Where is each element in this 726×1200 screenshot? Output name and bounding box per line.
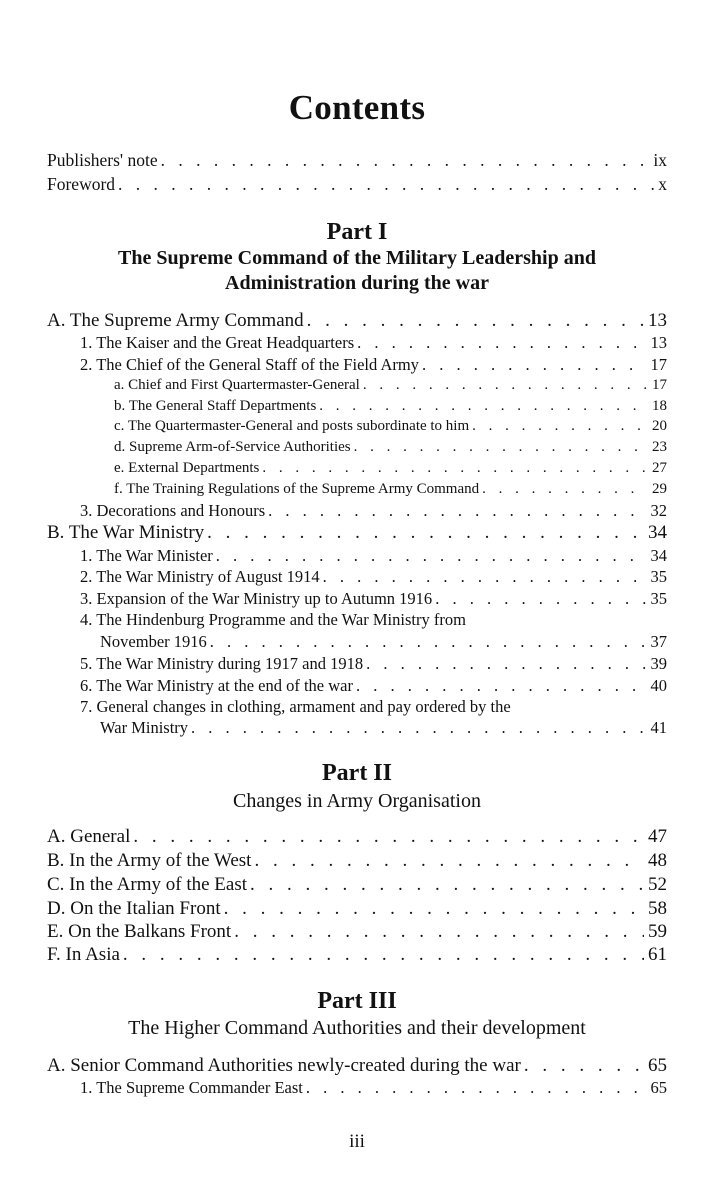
part-subtitle: The Higher Command Authorities and their development — [128, 1017, 586, 1039]
toc-entry[interactable] — [47, 310, 667, 332]
toc-entry[interactable] — [100, 632, 667, 652]
leader-dots — [191, 718, 646, 738]
toc-entry-page: 17 — [652, 377, 667, 393]
part-subtitle: The Supreme Command of the Military Leadership and — [118, 247, 596, 269]
toc-entry-page: 29 — [652, 481, 667, 497]
leader-dots — [250, 874, 644, 896]
leader-dots — [422, 355, 647, 375]
toc-entry-label: 2. The Chief of the General Staff of the Field Army — [80, 355, 419, 374]
toc-entry-page: 65 — [648, 1055, 667, 1076]
toc-entry-label: C. In the Army of the East — [47, 874, 247, 895]
toc-entry-label: B. In the Army of the West — [47, 850, 252, 871]
toc-entry[interactable] — [80, 333, 667, 353]
toc-entry-page: 13 — [650, 333, 667, 352]
toc-entry[interactable] — [114, 439, 667, 456]
toc-entry-page: 20 — [652, 418, 667, 434]
leader-dots — [354, 439, 648, 456]
leader-dots — [524, 1055, 644, 1077]
leader-dots — [356, 676, 647, 696]
toc-entry[interactable] — [47, 174, 667, 195]
toc-entry-page: 48 — [648, 850, 667, 871]
toc-entry-label: 1. The Supreme Commander East — [80, 1078, 303, 1097]
leader-dots — [357, 333, 646, 353]
toc-entry-label: 6. The War Ministry at the end of the war — [80, 676, 353, 695]
contents-page — [47, 0, 667, 1200]
leader-dots — [254, 850, 644, 872]
leader-dots — [210, 632, 647, 652]
toc-entry-label: E. On the Balkans Front — [47, 921, 232, 942]
page-title: Contents — [288, 88, 426, 127]
toc-entry-page: 34 — [648, 522, 667, 543]
toc-entry[interactable] — [80, 501, 667, 521]
leader-dots — [323, 567, 647, 587]
part-heading: Part II — [322, 760, 392, 786]
toc-entry[interactable] — [114, 460, 667, 477]
toc-entry[interactable] — [80, 654, 667, 674]
leader-dots — [366, 654, 646, 674]
toc-entry[interactable] — [114, 418, 667, 435]
toc-entry-page: 58 — [648, 898, 667, 919]
toc-entry-label: d. Supreme Arm-of-Service Authorities — [114, 439, 351, 455]
toc-entry-label[interactable]: 7. General changes in clothing, armament and pay ordered by the — [80, 697, 511, 716]
toc-entry-label: A. General — [47, 826, 131, 847]
toc-entry-label: A. The Supreme Army Command — [47, 310, 304, 331]
toc-entry[interactable] — [47, 898, 667, 920]
leader-dots — [262, 460, 648, 477]
toc-entry-page: 39 — [650, 654, 667, 673]
toc-entry[interactable] — [80, 676, 667, 696]
leader-dots — [319, 398, 648, 415]
toc-entry[interactable] — [47, 944, 667, 966]
toc-entry-label: 3. Decorations and Honours — [80, 501, 266, 520]
toc-entry-page: 65 — [650, 1078, 667, 1097]
toc-entry[interactable] — [80, 589, 667, 609]
leader-dots — [224, 898, 644, 920]
leader-dots — [307, 310, 644, 332]
part-heading: Part III — [317, 988, 397, 1014]
toc-entry-label: Publishers' note — [47, 150, 158, 170]
leader-dots — [306, 1078, 647, 1098]
toc-entry-label: B. The War Ministry — [47, 522, 205, 543]
toc-entry[interactable] — [47, 1055, 667, 1077]
toc-entry-label: a. Chief and First Quartermaster-General — [114, 377, 360, 393]
toc-entry-page: 35 — [650, 589, 667, 608]
toc-entry-page: 52 — [648, 874, 667, 895]
toc-entry-page: 40 — [650, 676, 667, 695]
leader-dots — [234, 921, 644, 943]
toc-entry-page: 47 — [648, 826, 667, 847]
toc-entry-page: 61 — [648, 944, 667, 965]
toc-entry[interactable] — [100, 718, 667, 738]
part-heading: Part I — [326, 219, 388, 245]
toc-entry-label: 1. The War Minister — [80, 546, 213, 565]
leader-dots — [133, 826, 644, 848]
toc-entry-label: e. External Departments — [114, 460, 260, 476]
toc-entry-page: 23 — [652, 439, 667, 455]
toc-entry-page: 27 — [652, 460, 667, 476]
toc-entry[interactable] — [47, 522, 667, 544]
leader-dots — [482, 481, 648, 498]
toc-entry-page: 32 — [650, 501, 667, 520]
toc-entry[interactable] — [80, 355, 667, 375]
toc-entry-page: 37 — [650, 632, 667, 651]
toc-entry-page: ix — [653, 150, 667, 170]
toc-entry-label: F. In Asia — [47, 944, 120, 965]
toc-entry[interactable] — [47, 921, 667, 943]
toc-entry-label: b. The General Staff Departments — [114, 398, 317, 414]
part-subtitle: Changes in Army Organisation — [233, 790, 481, 812]
leader-dots — [216, 546, 647, 566]
toc-entry[interactable] — [47, 874, 667, 896]
toc-entry[interactable] — [80, 1078, 667, 1098]
leader-dots — [435, 589, 646, 609]
part-subtitle: Administration during the war — [225, 272, 489, 294]
leader-dots — [363, 377, 648, 394]
toc-entry[interactable] — [47, 826, 667, 848]
toc-entry[interactable] — [114, 377, 667, 394]
toc-entry-label: November 1916 — [100, 632, 207, 651]
leader-dots — [207, 522, 644, 544]
toc-entry-page: 17 — [650, 355, 667, 374]
toc-entry-page: 35 — [650, 567, 667, 586]
toc-entry-page: 18 — [652, 398, 667, 414]
leader-dots — [118, 174, 654, 195]
leader-dots — [268, 501, 646, 521]
toc-entry-page: 41 — [650, 718, 667, 737]
toc-entry[interactable] — [80, 567, 667, 587]
toc-entry-label: A. Senior Command Authorities newly-created during the war — [47, 1055, 521, 1076]
toc-entry-label: War Ministry — [100, 718, 189, 737]
toc-entry[interactable] — [114, 398, 667, 415]
leader-dots — [123, 944, 644, 966]
leader-dots — [161, 150, 650, 171]
toc-entry-label[interactable]: 4. The Hindenburg Programme and the War Ministry from — [80, 610, 466, 629]
toc-entry-page: x — [658, 174, 667, 194]
leader-dots — [472, 418, 648, 435]
toc-entry[interactable] — [114, 481, 667, 498]
toc-entry-label: c. The Quartermaster-General and posts subordinate to him — [114, 418, 470, 434]
toc-entry-label: f. The Training Regulations of the Supreme Army Command — [114, 481, 480, 497]
toc-entry[interactable] — [47, 850, 667, 872]
page-number: iii — [349, 1131, 365, 1152]
toc-entry[interactable] — [80, 546, 667, 566]
toc-entry-page: 34 — [650, 546, 667, 565]
toc-entry-label: Foreword — [47, 174, 116, 194]
toc-entry-label: 3. Expansion of the War Ministry up to Autumn 1916 — [80, 589, 433, 608]
toc-entry-label: 5. The War Ministry during 1917 and 1918 — [80, 654, 364, 673]
toc-entry-label: D. On the Italian Front — [47, 898, 221, 919]
toc-entry-page: 59 — [648, 921, 667, 942]
toc-entry-label: 2. The War Ministry of August 1914 — [80, 567, 320, 586]
toc-entry-page: 13 — [648, 310, 667, 331]
toc-entry[interactable] — [47, 150, 667, 171]
toc-entry-label: 1. The Kaiser and the Great Headquarters — [80, 333, 355, 352]
